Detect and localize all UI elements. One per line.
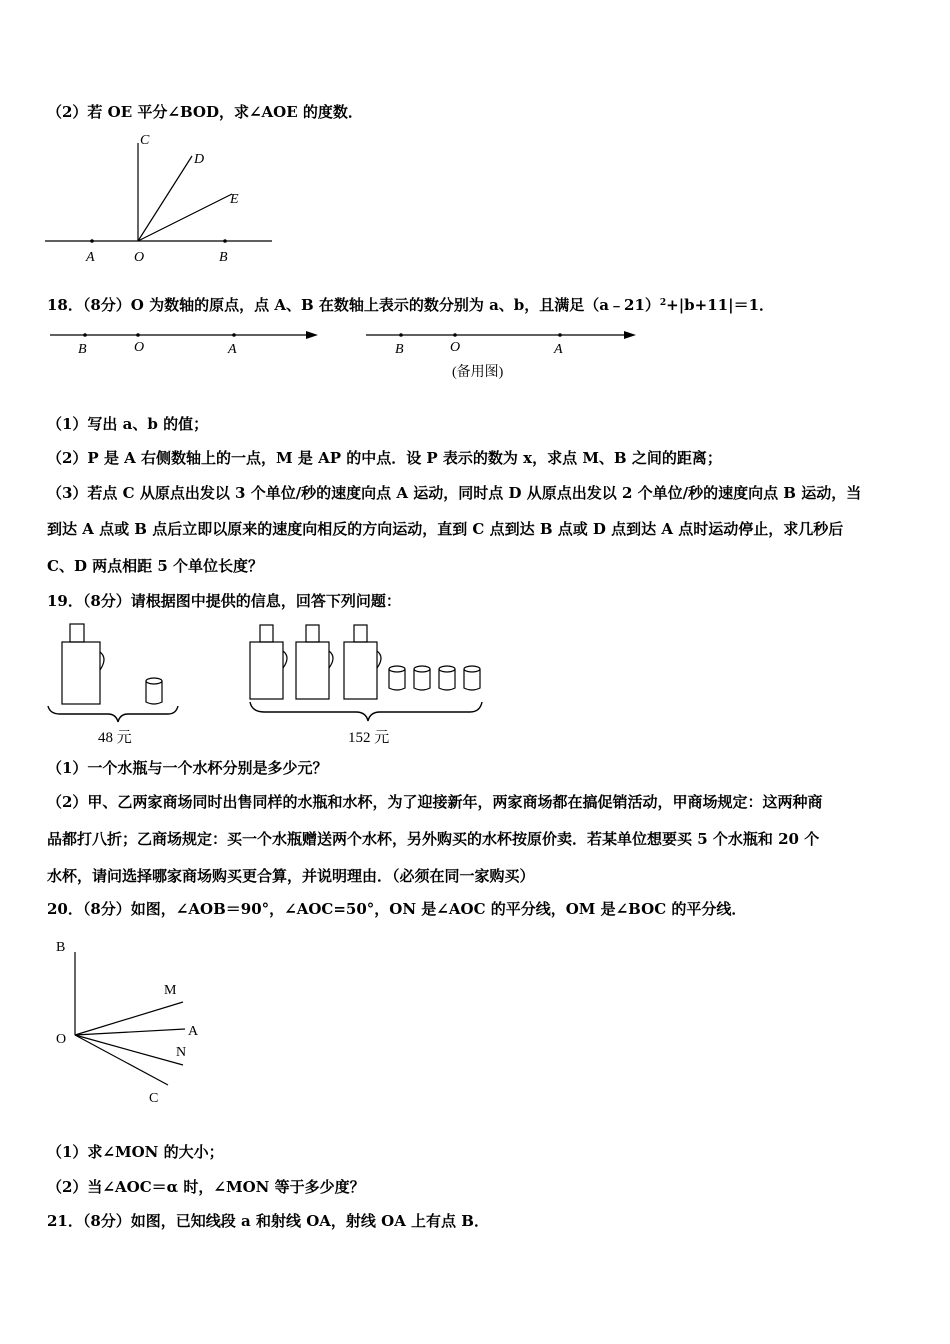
- q20-ray-oc: [75, 1035, 168, 1085]
- q18-axis2-caption: (备用图): [452, 365, 504, 380]
- q18-part2: （2）P 是 A 右侧数轴上的一点，M 是 AP 的中点．设 P 表示的数为 x，求点 M、B 之间的距离；: [47, 449, 722, 467]
- q17-ray-od: [138, 156, 192, 241]
- q19-bottle-icon: [62, 624, 104, 704]
- q19-part2-line1: （2）甲、乙两家商场同时出售同样的水瓶和水杯，为了迎接新年，两家商场都在搞促销活动，甲商场规定：这两种商: [47, 793, 823, 811]
- q18-axis2-point-a: [558, 333, 562, 337]
- q18-axis2-point-b: [399, 333, 403, 337]
- q18-part3-line3: C、D 两点相距 5 个单位长度？: [47, 557, 264, 575]
- q18-axis1-point-b: [83, 333, 87, 337]
- q18-part3-line2: 到达 A 点或 B 点后立即以原来的速度向相反的方向运动，直到 C 点到达 B 点或 D 点到达 A 点时运动停止，求几秒后: [47, 520, 844, 538]
- q18-stem-sup: 2: [659, 298, 667, 308]
- q17-part2: （2）若 OE 平分∠BOD，求∠AOE 的度数．: [47, 103, 363, 121]
- q20-angle-figure: [50, 932, 220, 1110]
- q18-axis1-point-a: [232, 333, 236, 337]
- q20-label-m: M: [164, 983, 177, 998]
- q21-stem: 21．（8分）如图，已知线段 a 和射线 OA，射线 OA 上有点 B．: [47, 1212, 489, 1230]
- q18-axis2-arrow: [624, 331, 636, 339]
- q18-stem-a: 18．（8分）O 为数轴的原点，点 A、B 在数轴上表示的数分别为 a、b，且满足（a﹣21）: [47, 296, 660, 314]
- q19-stem: 19．（8分）请根据图中提供的信息，回答下列问题：: [47, 592, 401, 610]
- q18-part1: （1）写出 a、b 的值；: [47, 415, 209, 433]
- q19-price-1: 48 元: [98, 730, 132, 746]
- q18-axis2-point-o: [453, 333, 457, 337]
- q17-label-a: A: [86, 250, 95, 265]
- q19-price-2: 152 元: [348, 730, 390, 746]
- q19-cup-icon: [464, 666, 480, 690]
- q19-bottle-icon: [250, 625, 287, 699]
- q18-axis2-label-b: B: [395, 342, 404, 357]
- q17-label-e: E: [230, 192, 239, 207]
- q18-stem-b: +|b+11|＝1．: [666, 296, 775, 314]
- q18-stem: [47, 295, 774, 315]
- q20-part2: （2）当∠AOC＝α 时，∠MON 等于多少度？: [47, 1178, 365, 1196]
- q19-part2-line3: 水杯，请问选择哪家商场购买更合算，并说明理由．（必须在同一家购买）: [47, 867, 535, 885]
- q19-part2-line2: 品都打八折；乙商场规定：买一个水瓶赠送两个水杯，另外购买的水杯按原价卖．若某单位想要买 5 个水瓶和 20 个: [47, 830, 820, 848]
- q19-part1: （1）一个水瓶与一个水杯分别是多少元？: [47, 759, 328, 777]
- q19-bottle-icon: [296, 625, 333, 699]
- q18-number-lines: [40, 322, 650, 384]
- q18-axis1-label-o: O: [134, 340, 145, 355]
- q20-part1: （1）求∠MON 的大小；: [47, 1143, 224, 1161]
- q19-brace-2: [250, 702, 482, 721]
- q20-ray-on: [75, 1035, 183, 1065]
- q18-axis1-label-a: A: [228, 342, 237, 357]
- q19-bottle-icon: [344, 625, 381, 699]
- q19-bottles-cups-figure: [40, 618, 490, 750]
- q19-brace-1: [48, 706, 178, 722]
- q19-cup-icon: [389, 666, 405, 690]
- q20-stem: 20．（8分）如图，∠AOB＝90°，∠AOC=50°，ON 是∠AOC 的平分线，OM 是∠BOC 的平分线．: [47, 900, 747, 918]
- q19-cup-icon: [439, 666, 455, 690]
- q17-label-o: O: [134, 250, 145, 265]
- q17-label-d: D: [194, 152, 205, 167]
- q18-axis1-label-b: B: [78, 342, 87, 357]
- q18-axis1-point-o: [136, 333, 140, 337]
- q18-axis1-arrow: [306, 331, 318, 339]
- q17-ray-oe: [138, 194, 232, 241]
- q20-label-b: B: [56, 940, 66, 955]
- q20-label-c: C: [149, 1091, 159, 1106]
- q18-part3-line1: （3）若点 C 从原点出发以 3 个单位/秒的速度向点 A 运动，同时点 D 从原点出发以 2 个单位/秒的速度向点 B 运动，当: [47, 484, 862, 502]
- q18-axis2-label-o: O: [450, 340, 461, 355]
- q18-axis2-label-a: A: [554, 342, 563, 357]
- q17-label-c: C: [140, 133, 150, 148]
- q17-angle-figure: [40, 128, 280, 268]
- q19-cup-icon: [414, 666, 430, 690]
- q19-cup-icon: [146, 678, 162, 704]
- q20-label-a: A: [188, 1024, 199, 1039]
- q17-point-b: [223, 239, 227, 243]
- q17-label-b: B: [219, 250, 228, 265]
- q20-label-o: O: [56, 1032, 67, 1047]
- q17-point-a: [90, 239, 94, 243]
- q20-label-n: N: [176, 1045, 187, 1060]
